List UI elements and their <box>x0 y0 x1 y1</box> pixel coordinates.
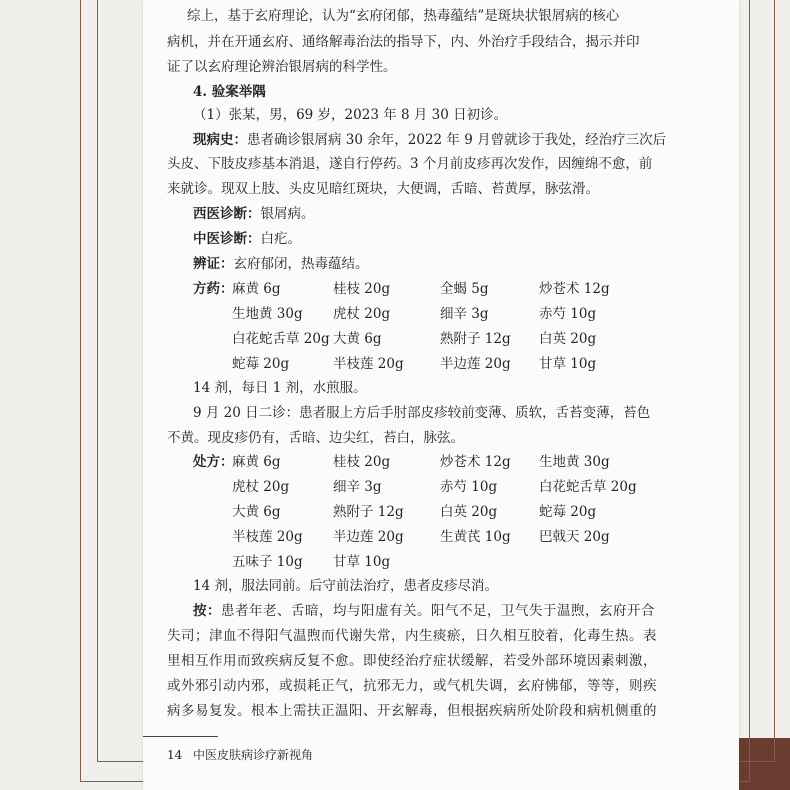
syndrome-label: 辨证： <box>193 256 234 272</box>
commentary-label: 按： <box>193 603 221 619</box>
section-heading: 4. 验案举隅 <box>193 84 266 100</box>
second-visit-line-2: 不黄。现皮疹仍有，舌暗、边尖红，苔白，脉弦。 <box>167 430 464 446</box>
rx2-herb: 白花蛇舌草 20g <box>539 479 637 495</box>
page-number: 14 <box>167 748 183 762</box>
rx1-usage: 14 剂，每日 1 剂，水煎服。 <box>193 380 367 396</box>
western-diagnosis-value: 银屑病。 <box>260 206 315 222</box>
rx2-herb: 熟附子 12g <box>333 504 404 520</box>
rx2-label: 处方： <box>193 454 234 470</box>
summary-line-3: 证了以玄府理论辨治银屑病的科学性。 <box>167 59 397 75</box>
syndrome <box>193 253 369 275</box>
commentary-line-4: 或外邪引动内邪，或损耗正气，抗邪无力，或气机失调，玄府怫郁，等等，则疾 <box>167 678 657 694</box>
rx2-herb: 半边莲 20g <box>333 529 404 545</box>
rx1-herb: 炒苍术 12g <box>539 281 610 297</box>
rx1-herb: 白英 20g <box>539 331 597 347</box>
rx1-herb: 生地黄 30g <box>232 306 303 322</box>
rx2-herb: 蛇莓 20g <box>539 504 597 520</box>
history-line-1 <box>193 129 666 151</box>
rx1-herb: 甘草 10g <box>539 356 597 372</box>
commentary-line-5: 病多易复发。根本上需扶正温阳、开玄解毒，但根据疾病所处阶段和病机侧重的 <box>167 703 657 719</box>
rx2-herb: 巴戟天 20g <box>539 529 610 545</box>
rx2-herb: 五味子 10g <box>232 554 303 570</box>
rx2-herb: 白英 20g <box>440 504 498 520</box>
rx1-herb: 熟附子 12g <box>440 331 511 347</box>
rx2-herb: 桂枝 20g <box>333 454 391 470</box>
tcm-diagnosis-value: 白疕。 <box>260 231 301 247</box>
commentary-text: 患者年老、舌暗，均与阳虚有关。阳气不足，卫气失于温煦，玄府开合 <box>221 603 655 619</box>
rx2-herb: 生地黄 30g <box>539 454 610 470</box>
commentary-line-1 <box>193 600 655 622</box>
rx2-herb: 大黄 6g <box>232 504 281 520</box>
rx2-herb: 生黄芪 10g <box>440 529 511 545</box>
rx2-herb: 甘草 10g <box>333 554 391 570</box>
rx1-herb: 麻黄 6g <box>232 281 281 297</box>
history-label: 现病史： <box>193 132 247 148</box>
rx1-herb: 大黄 6g <box>333 331 382 347</box>
history-line-3: 来就诊。现双上肢、头皮见暗红斑块，大便调，舌暗、苔黄厚，脉弦滑。 <box>167 181 599 197</box>
syndrome-value: 玄府郁闭，热毒蕴结。 <box>233 256 369 272</box>
commentary-line-2: 失司；津血不得阳气温煦而代谢失常，内生痰瘀，日久相互胶着，化毒生热。表 <box>167 628 657 644</box>
rx1-herb: 赤芍 10g <box>539 306 597 322</box>
rx2-herb: 赤芍 10g <box>440 479 498 495</box>
footer-rule <box>143 736 218 737</box>
rx1-herb: 蛇莓 20g <box>232 356 290 372</box>
rx2-herb: 炒苍术 12g <box>440 454 511 470</box>
rx2-herb: 虎杖 20g <box>232 479 290 495</box>
rx2-herb: 半枝莲 20g <box>232 529 303 545</box>
history-text: 患者确诊银屑病 30 余年，2022 年 9 月曾就诊于我处，经治疗三次后 <box>247 132 667 148</box>
tcm-diagnosis <box>193 228 301 250</box>
rx1-label: 方药： <box>193 281 234 297</box>
summary-line-2: 病机，并在开通玄府、通络解毒治法的指导下，内、外治疗手段结合，揭示并印 <box>167 34 640 50</box>
rx1-herb: 虎杖 20g <box>333 306 391 322</box>
rx1-herb: 全蝎 5g <box>440 281 489 297</box>
history-line-2: 头皮、下肢皮疹基本消退，遂自行停药。3 个月前皮疹再次发作，因缠绵不愈，前 <box>167 156 653 172</box>
western-diagnosis <box>193 203 315 225</box>
commentary-line-3: 里相互作用而致疾病反复不愈。即使经治疗症状缓解，若受外部环境因素刺激， <box>167 653 657 669</box>
book-title: 中医皮肤病诊疗新视角 <box>193 748 314 762</box>
rx2-herb: 麻黄 6g <box>232 454 281 470</box>
rx1-herb: 桂枝 20g <box>333 281 391 297</box>
rx1-herb: 半枝莲 20g <box>333 356 404 372</box>
rx1-herb: 半边莲 20g <box>440 356 511 372</box>
rx2-usage: 14 剂，服法同前。后守前法治疗，患者皮疹尽消。 <box>193 578 498 594</box>
tcm-diagnosis-label: 中医诊断： <box>193 231 261 247</box>
second-visit-line-1: 9 月 20 日二诊：患者服上方后手肘部皮疹较前变薄、质软，舌苔变薄，苔色 <box>193 405 651 421</box>
rx1-herb: 白花蛇舌草 20g <box>232 331 330 347</box>
summary-line-1: 综上，基于玄府理论，认为“玄府闭郁，热毒蕴结”是斑块状银屑病的核心 <box>187 8 620 24</box>
rx2-herb: 细辛 3g <box>333 479 382 495</box>
book-page <box>143 0 739 790</box>
rx1-herb: 细辛 3g <box>440 306 489 322</box>
western-diagnosis-label: 西医诊断： <box>193 206 261 222</box>
case-intro: （1）张某，男，69 岁，2023 年 8 月 30 日初诊。 <box>193 107 508 123</box>
